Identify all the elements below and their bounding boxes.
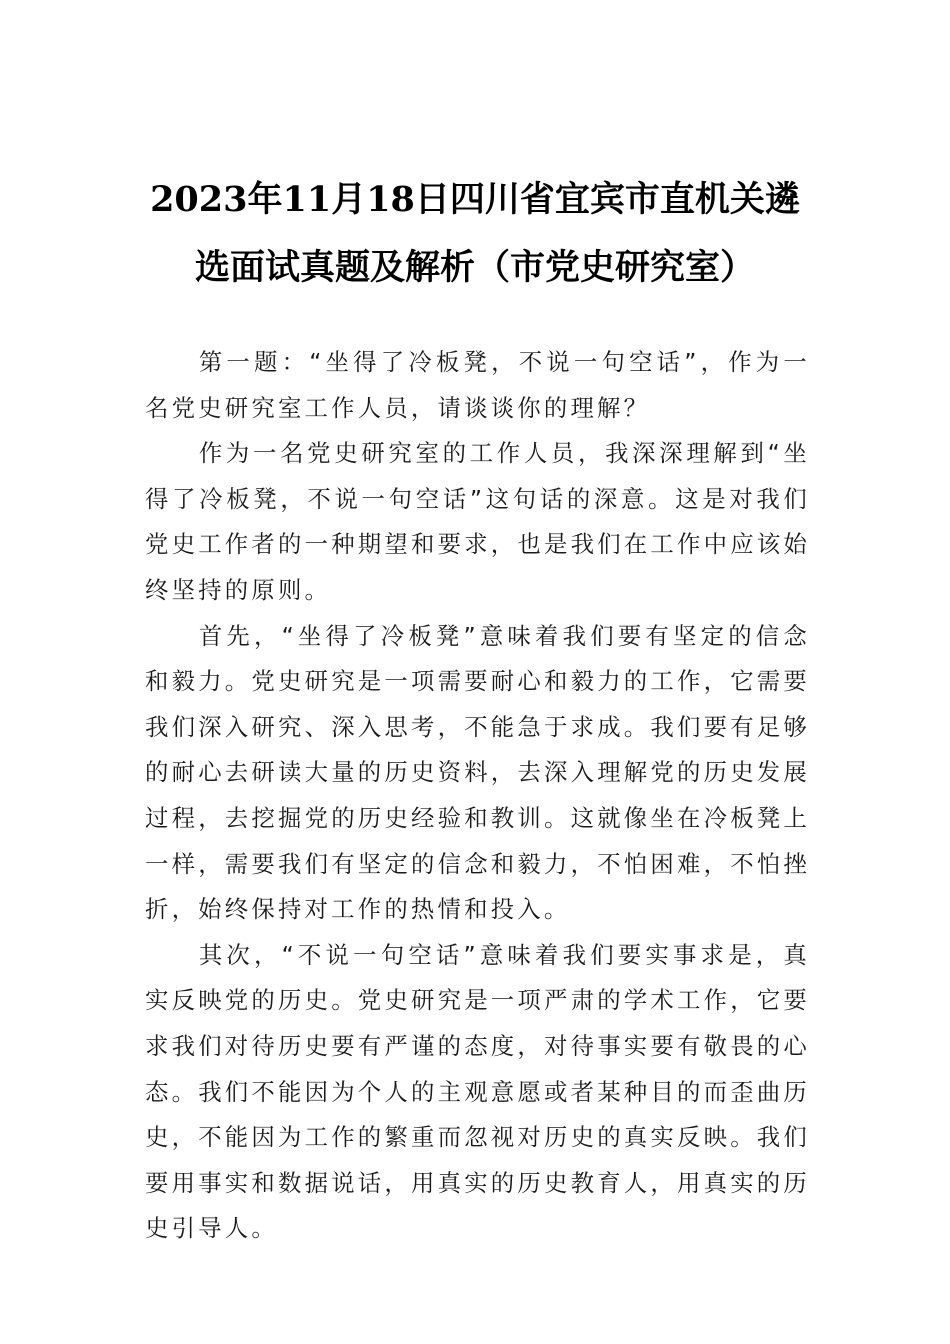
- title-line-2: 选面试真题及解析（市党史研究室）: [194, 247, 755, 288]
- answer-intro-paragraph: 作为一名党史研究室的工作人员，我深深理解到“坐得了冷板凳，不说一句空话”这句话的深意。这是对我们党史工作者的一种期望和要求，也是我们在工作中应该始终坚持的原则。: [145, 439, 810, 604]
- answer-second-point-paragraph: 其次，“不说一句空话”意味着我们要实事求是，真实反映党的历史。党史研究是一项严肃的学术工作，它要求我们对待历史要有严谨的态度，对待事实要有敬畏的心态。我们不能因为个人的主观意愿或者某种目的而歪曲历史，不能因为工作的繁重而忽视对历史的真实反映。我们要用事实和数据说话，用真实的历史教育人，用真实的历史引导人。: [145, 940, 810, 1243]
- title-line-1: 2023年11月18日四川省宜宾市直机关遴: [150, 179, 800, 220]
- document-title: [120, 166, 830, 302]
- document-body: [145, 340, 810, 1252]
- answer-first-point-paragraph: 首先，“坐得了冷板凳”意味着我们要有坚定的信念和毅力。党史研究是一项需要耐心和毅力的工作，它需要我们深入研究、深入思考，不能急于求成。我们要有足够的耐心去研读大量的历史资料，去深入理解党的历史发展过程，去挖掘党的历史经验和教训。这就像坐在冷板凳上一样，需要我们有坚定的信念和毅力，不怕困难，不怕挫折，始终保持对工作的热情和投入。: [145, 621, 810, 924]
- question-paragraph: 第一题：“坐得了冷板凳，不说一句空话”，作为一名党史研究室工作人员，请谈谈你的理解？: [145, 348, 810, 422]
